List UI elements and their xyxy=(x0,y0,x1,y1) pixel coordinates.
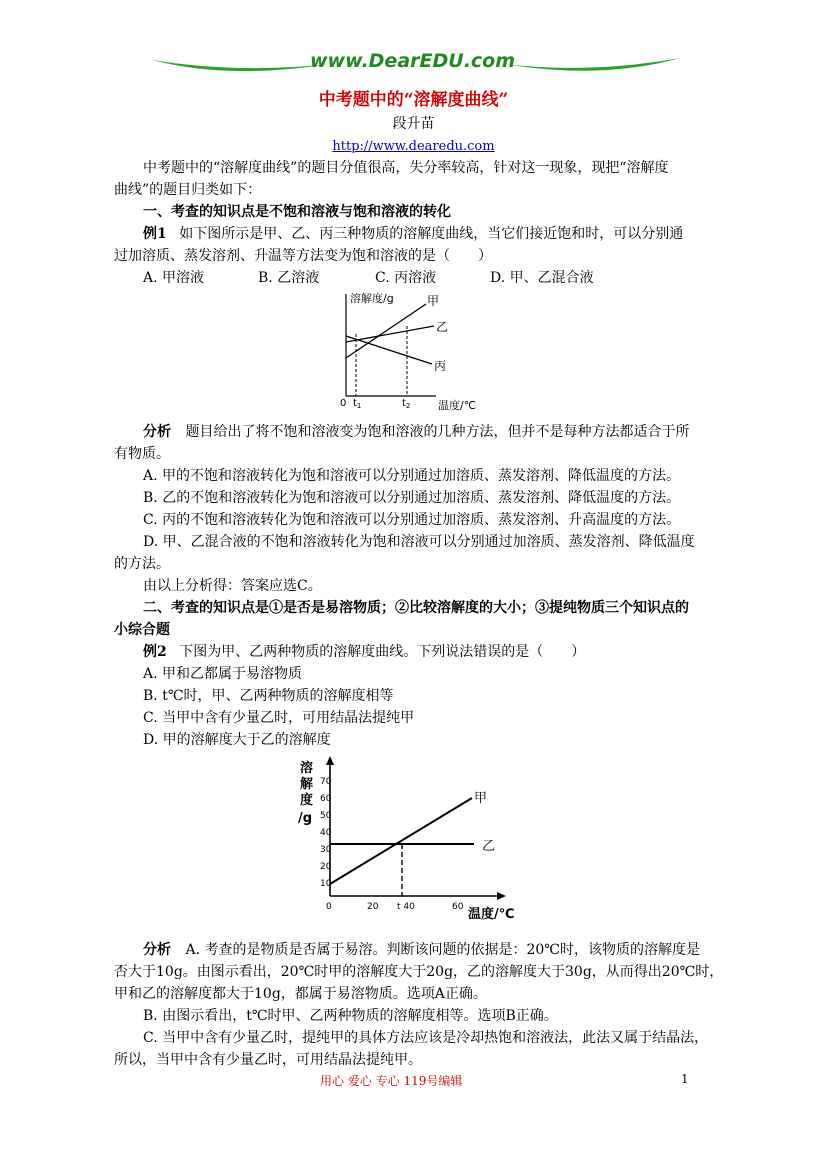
analysis-2-label: 分析 xyxy=(143,942,171,958)
header-swoosh-left xyxy=(150,52,330,74)
header-swoosh-right xyxy=(502,52,682,74)
fig2-ytick-60: 60 xyxy=(320,794,332,804)
fig2-label-yi: 乙 xyxy=(482,839,496,854)
analysis-1-line-1: 题目给出了将不饱和溶液变为饱和溶液的几种方法，但并不是每种方法都适合于所 xyxy=(185,424,690,440)
fig2-xtick-60: 60 xyxy=(452,902,464,912)
example-1-option-c: C. 丙溶液 xyxy=(375,270,437,286)
analysis-2-c-2: 所以，当甲中含有少量乙时，可用结晶法提纯甲。 xyxy=(114,1052,422,1068)
analysis-2-c-1: C. 当甲中含有少量乙时，提纯甲的具体方法应该是冷却热饱和溶液法，此法又属于结晶法， xyxy=(143,1030,709,1046)
doc-url-link[interactable]: http://www.dearedu.com xyxy=(332,139,495,154)
example-2-option-c: C. 当甲中含有少量乙时，可用结晶法提纯甲 xyxy=(143,710,415,726)
analysis-1-b: B. 乙的不饱和溶液转化为饱和溶液可以分别通过加溶质、蒸发溶剂、降低温度的方法。 xyxy=(143,490,681,506)
analysis-1-answer: 由以上分析得：答案应选C。 xyxy=(143,578,322,594)
fig1-label-yi: 乙 xyxy=(436,320,449,334)
fig1-t1-label: $t_1$ xyxy=(353,398,362,410)
page-number: 1 xyxy=(681,1072,689,1086)
figure-1-solubility-chart xyxy=(332,290,502,415)
fig1-t2-label: $t_2$ xyxy=(402,398,411,410)
analysis-1-a: A. 甲的不饱和溶液转化为饱和溶液可以分别通过加溶质、蒸发溶剂、降低温度的方法。 xyxy=(143,468,681,484)
fig2-ytick-10: 10 xyxy=(320,879,332,889)
fig2-xtick-20: 20 xyxy=(367,902,379,912)
section-2-heading-2: 小综合题 xyxy=(114,622,170,638)
fig2-y-arrow xyxy=(326,756,334,765)
example-2-option-b: B. t℃时，甲、乙两种物质的溶解度相等 xyxy=(143,688,394,704)
fig1-label-jia: 甲 xyxy=(427,294,440,308)
doc-author: 段升苗 xyxy=(392,116,435,132)
analysis-2-line-2: 否大于10g。由图示看出，20℃时甲的溶解度大于20g，乙的溶解度大于30g，从而得出20℃时， xyxy=(114,964,724,980)
header-banner xyxy=(150,46,680,80)
fig2-origin: 0 xyxy=(326,902,332,912)
figure-2-solubility-chart xyxy=(290,756,550,926)
fig1-xlabel: 温度/℃ xyxy=(438,399,477,412)
analysis-2-line-1: A. 考查的是物质是否属于易溶。判断该问题的依据是：20℃时，该物质的溶解度是 xyxy=(185,942,700,958)
example-1-option-b: B. 乙溶液 xyxy=(258,270,320,286)
example-2-question: 下图为甲、乙两种物质的溶解度曲线。下列说法错误的是（ ） xyxy=(179,644,586,660)
section-2-heading-1: 二、考查的知识点是①是否是易溶物质；②比较溶解度的大小；③提纯物质三个知识点的 xyxy=(143,600,689,616)
example-1-question-2: 过加溶质、蒸发溶剂、升温等方法变为饱和溶液的是（ ） xyxy=(114,248,492,264)
analysis-2-line-3: 甲和乙的溶解度都大于10g，都属于易溶物质。选项A正确。 xyxy=(114,986,487,1002)
fig2-ytick-70: 70 xyxy=(320,777,332,787)
fig2-line-jia xyxy=(330,798,472,884)
doc-title: 中考题中的“溶解度曲线” xyxy=(318,90,509,110)
example-1-option-d: D. 甲、乙混合液 xyxy=(490,270,594,286)
intro-line-1: 中考题中的“溶解度曲线”的题目分值很高，失分率较高，针对这一现象，现把“溶解度 xyxy=(143,160,669,176)
section-1-heading: 一、考查的知识点是不饱和溶液与饱和溶液的转化 xyxy=(143,204,451,220)
example-1-question-1: 如下图所示是甲、乙、丙三种物质的溶解度曲线，当它们接近饱和时，可以分别通 xyxy=(179,226,684,242)
fig2-xtick-t40: t 40 xyxy=(397,902,415,912)
example-2-label: 例2 xyxy=(143,644,167,660)
footer-text: 用心 爱心 专心 119号编辑 xyxy=(320,1074,463,1088)
header-site-text[interactable]: www.DearEDU.com xyxy=(310,50,516,72)
fig1-origin: 0 xyxy=(340,398,347,409)
fig1-line-jia xyxy=(346,304,426,358)
analysis-1-d-2: 的方法。 xyxy=(114,556,170,572)
example-2-option-a: A. 甲和乙都属于易溶物质 xyxy=(143,666,303,682)
fig1-label-bing: 丙 xyxy=(434,359,447,373)
fig2-ylabel-3: 度 xyxy=(300,793,314,808)
fig2-ylabel-1: 溶 xyxy=(300,761,314,776)
fig2-ytick-50: 50 xyxy=(320,811,332,821)
fig2-ytick-40: 40 xyxy=(320,828,332,838)
analysis-1-c: C. 丙的不饱和溶液转化为饱和溶液可以分别通过加溶质、蒸发溶剂、升高温度的方法。 xyxy=(143,512,681,528)
fig1-ylabel: 溶解度/g xyxy=(350,292,394,305)
example-1-option-a: A. 甲溶液 xyxy=(143,270,205,286)
fig2-label-jia: 甲 xyxy=(474,791,488,806)
fig2-x-arrow xyxy=(497,892,506,900)
analysis-2-b: B. 由图示看出，t℃时甲、乙两种物质的溶解度相等。选项B正确。 xyxy=(143,1008,558,1024)
intro-line-2: 曲线”的题目归类如下： xyxy=(114,182,262,198)
fig2-ylabel-2: 解 xyxy=(300,777,314,792)
fig2-xlabel: 温度/℃ xyxy=(468,907,515,922)
example-2-option-d: D. 甲的溶解度大于乙的溶解度 xyxy=(143,732,331,748)
analysis-1-d-1: D. 甲、乙混合液的不饱和溶液转化为饱和溶液可以分别通过加溶质、蒸发溶剂、降低温度 xyxy=(143,534,695,550)
analysis-1-line-2: 有物质。 xyxy=(114,446,170,462)
fig2-ylabel-4: /g xyxy=(298,811,313,826)
fig2-ytick-30: 30 xyxy=(320,845,332,855)
example-1-label: 例1 xyxy=(143,226,167,242)
fig2-ytick-20: 20 xyxy=(320,862,332,872)
analysis-1-label: 分析 xyxy=(143,424,171,440)
